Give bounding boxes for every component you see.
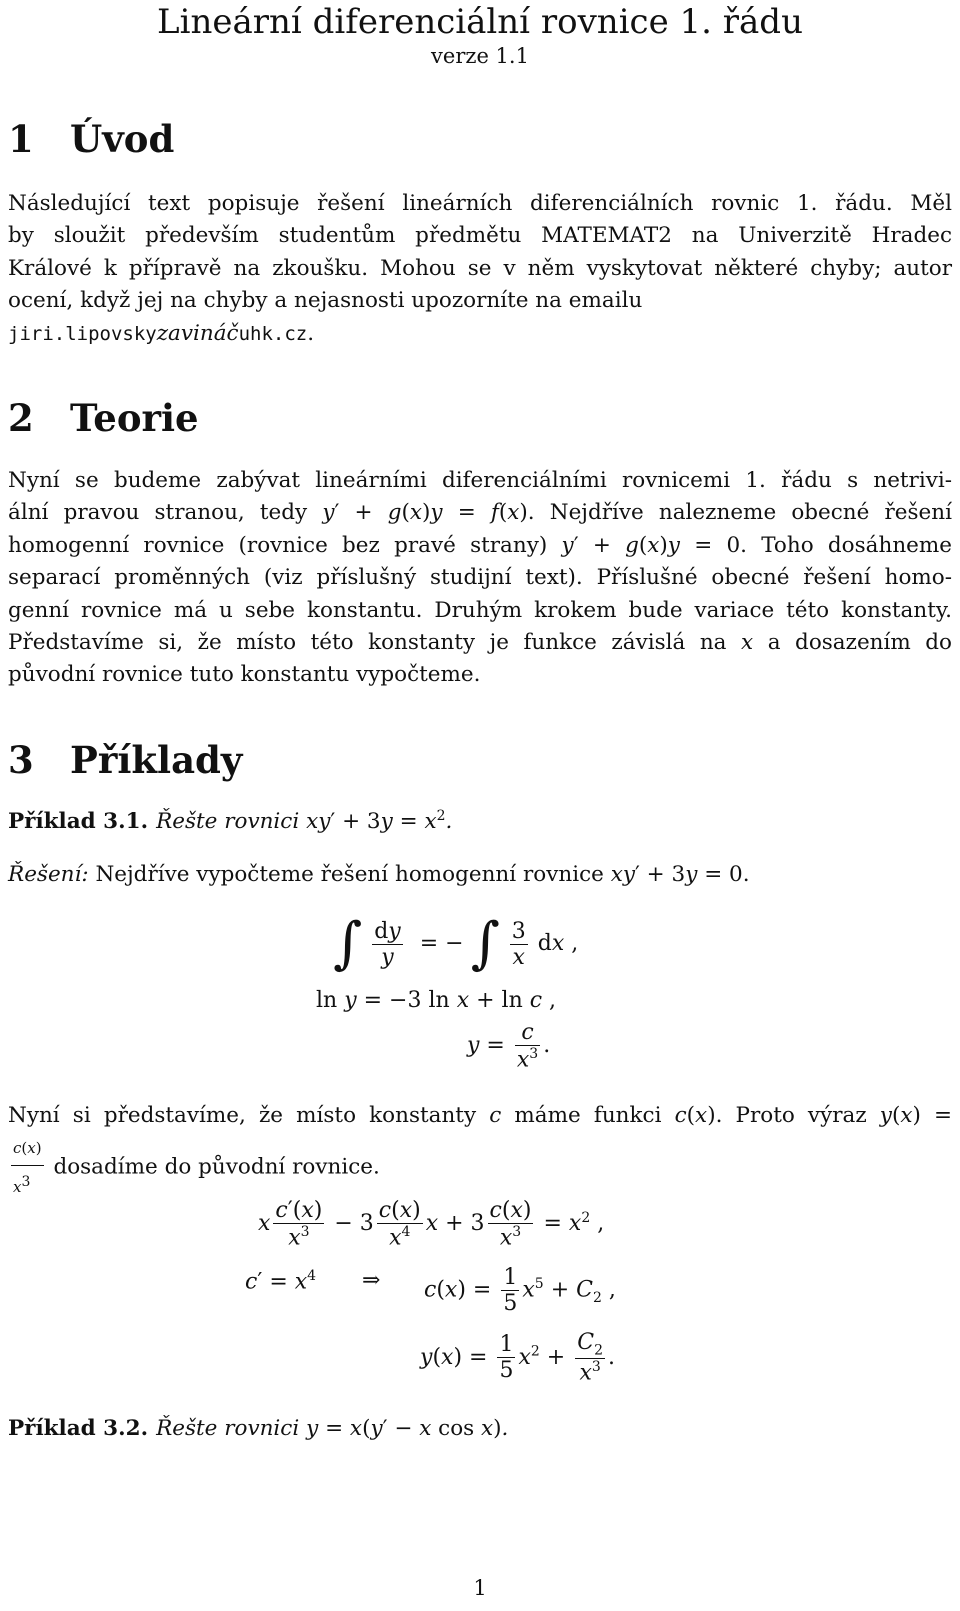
paragraph-line: separací proměnných (viz příslušný studijní text). Příslušné obecné řešení homo- [8, 565, 952, 591]
email-line[interactable]: jiri.lipovskyzavináčuhk.cz. [8, 320, 315, 346]
section-2-paragraph [8, 465, 952, 692]
paragraph-line: Nyní se budeme zabývat lineárními diferenciálními rovnicemi 1. řádu s netrivi- [8, 468, 952, 493]
equation-constant-derivative: $c' = x^4$ [245, 1268, 317, 1295]
email-user: jiri.lipovsky [8, 322, 157, 345]
implies-arrow: ⇒ [362, 1268, 381, 1293]
section-number: 2 [8, 396, 34, 440]
equation-logarithm: ln y = −3 ln x + ln c , [316, 988, 557, 1013]
paragraph-line: Následující text popisuje řešení lineárních diferenciálních rovnic 1. řádu. Měl [8, 191, 952, 216]
section-heading-2 [8, 396, 199, 440]
example-text: Řešte rovnici [156, 1416, 300, 1441]
variation-paragraph [8, 1100, 953, 1196]
equation-homogeneous-solution: y = $\frac{c}{x^3}$ . [467, 1020, 551, 1073]
document-version: verze 1.1 [431, 44, 529, 68]
page-number: 1 [473, 1576, 487, 1600]
equation-substitution: x $\frac{c'(x)}{x^3}$ − 3 $\frac{c(x)}{x^4}$ x + 3 $\frac{c(x)}{x^3}$ = $x^2$ , [258, 1198, 605, 1251]
paragraph-line: genní rovnice má u sebe konstantu. Druhým krokem bude variace této konstanty. [8, 597, 952, 623]
section-title: Teorie [70, 396, 199, 440]
paragraph-line: ální pravou stranou, tedy y′ + g(x)y = f(x). Nejdříve nalezneme obecné řešení [8, 500, 952, 526]
paragraph-line: Představíme si, že místo této konstanty je funkce závislá na x a dosazením do [8, 629, 953, 655]
paragraph-line: Králové k přípravě na zkoušku. Mohou se v něm vyskytovat některé chyby; autor [8, 255, 952, 281]
paragraph-line: Nyní si představíme, že místo konstanty c máme funkci c(x). Proto výraz y(x) = [8, 1103, 953, 1128]
solution-label: Řešení: [8, 862, 89, 887]
section-heading-3 [8, 738, 242, 782]
solution-intro: Řešení: Nejdříve vypočteme řešení homogenní rovnice xy′ + 3y = 0. [8, 862, 750, 887]
equation-separation: ∫ $\frac{dy}{y}$ = − ∫ $\frac{3}{x}$ dx , [333, 911, 579, 976]
paragraph-line: by sloužit především studentům předmětu MATEMAT2 na Univerzitě Hradec [8, 223, 952, 249]
equation-general-solution: y(x) = $\frac{1}{5}$ $x^2$ + $\frac{C_2}{x^3}$ . [420, 1330, 615, 1386]
document-title: Lineární diferenciální rovnice 1. řádu [157, 2, 803, 42]
section-number: 3 [8, 738, 34, 782]
section-number: 1 [8, 117, 34, 161]
example-label: Příklad 3.1. [8, 809, 149, 835]
example-3-1: Příklad 3.1. Řešte rovnici $xy' + 3y = x^2$. [8, 808, 453, 835]
example-3-2: Příklad 3.2. Řešte rovnici y = x(y′ − x cos x). [8, 1416, 509, 1441]
email-domain: uhk.cz [238, 322, 308, 345]
paragraph-line: ocení, když jej na chyby a nejasnosti upozorníte na emailu [8, 288, 643, 314]
section-heading-1 [8, 117, 174, 161]
example-text: Řešte rovnici [156, 809, 300, 835]
paragraph-line: původní rovnice tuto konstantu vypočteme. [8, 662, 481, 688]
section-1-paragraph [8, 188, 952, 350]
section-title: Úvod [70, 117, 175, 161]
paragraph-line: $\frac{c(x)}{x^3}$ dosadíme do původní rovnice. [13, 1139, 380, 1196]
email-at: zavináč [156, 320, 239, 346]
equation-constant-solution: c(x) = $\frac{1}{5}$ $x^5 + C_2$ , [424, 1265, 616, 1316]
example-label: Příklad 3.2. [8, 1416, 149, 1441]
paragraph-line: homogenní rovnice (rovnice bez pravé strany) y′ + g(x)y = 0. Toho dosáhneme [8, 532, 952, 558]
section-title: Příklady [70, 738, 243, 782]
